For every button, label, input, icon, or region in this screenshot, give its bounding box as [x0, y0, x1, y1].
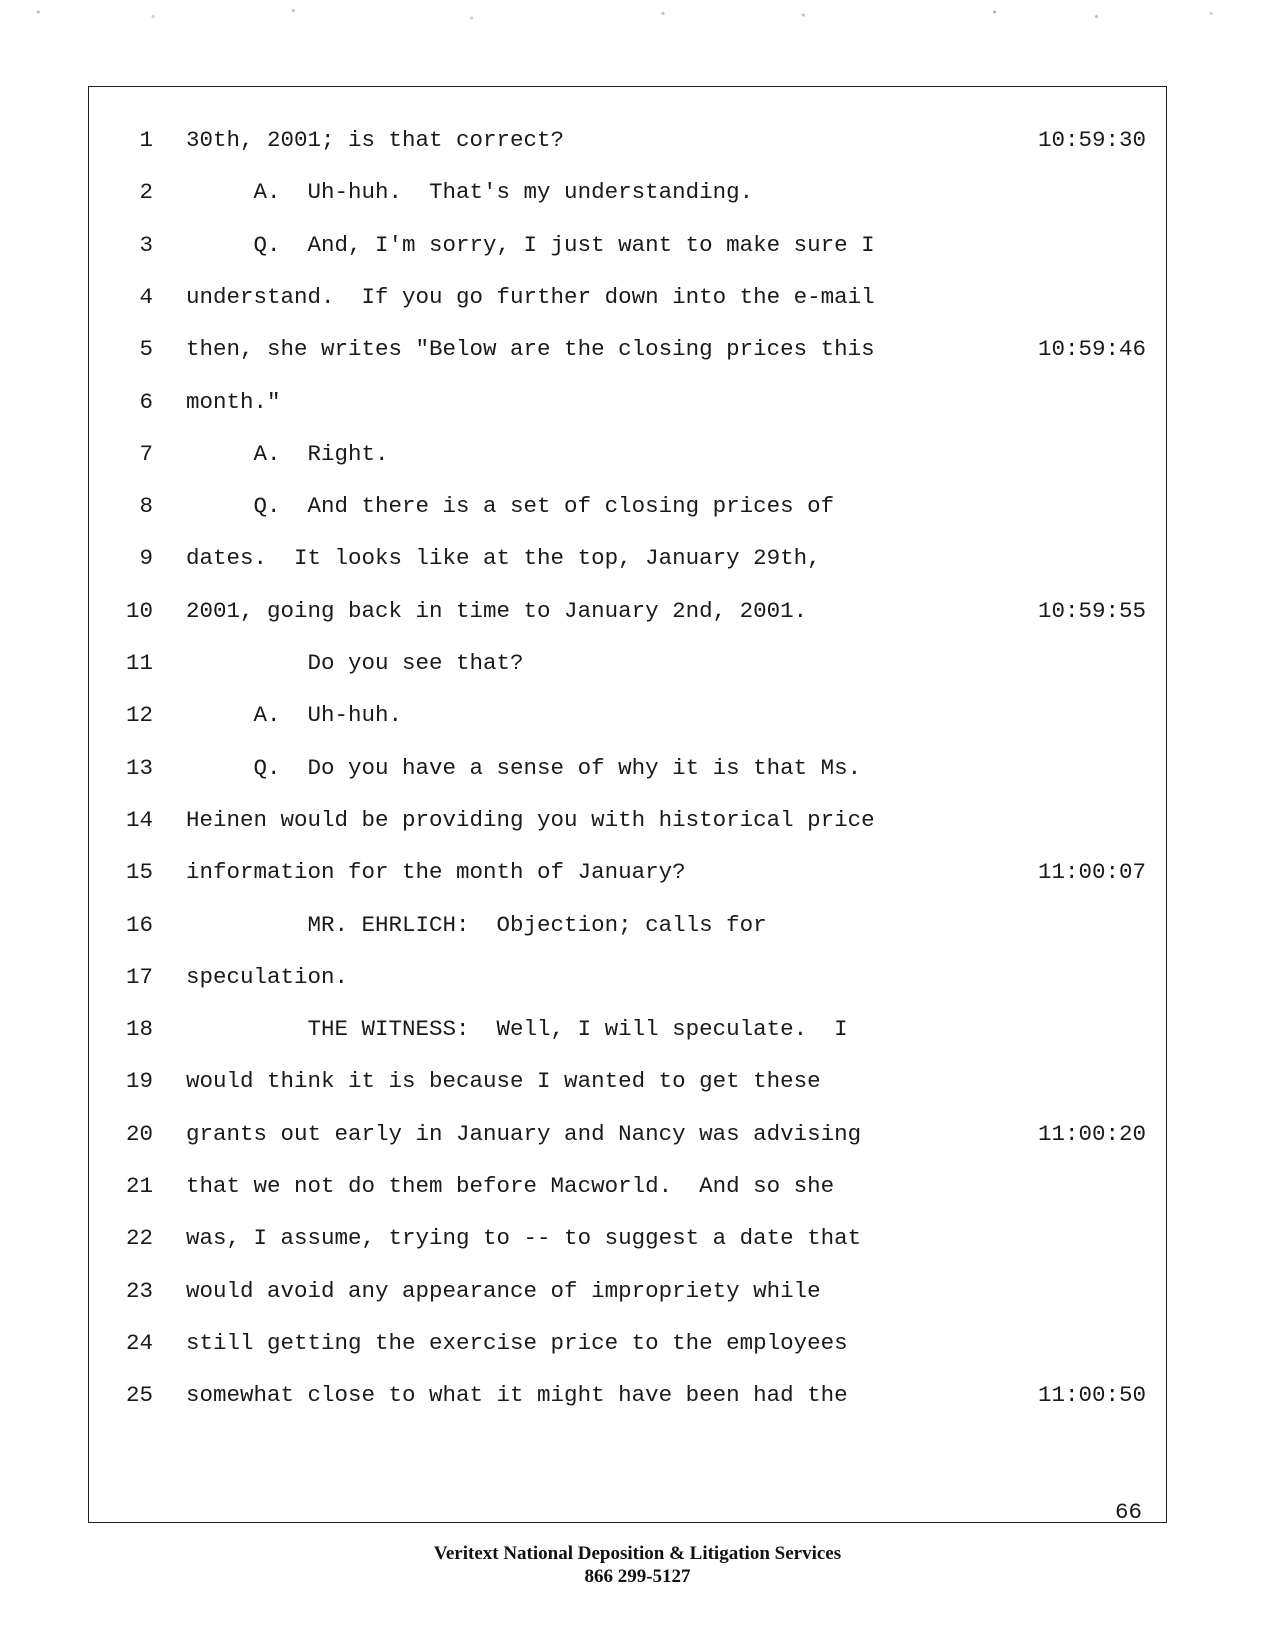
line-text: somewhat close to what it might have been had the: [186, 1382, 848, 1409]
transcript-line: [89, 434, 1166, 474]
line-text: was, I assume, trying to -- to suggest a date that: [186, 1225, 862, 1252]
line-number: 6: [139, 388, 153, 415]
line-number: 21: [125, 1173, 153, 1199]
line-timestamp: 10:59:30: [1037, 127, 1146, 153]
line-text: 2001, going back in time to January 2nd, 2001.: [186, 597, 808, 624]
line-text: Do you see that?: [186, 650, 524, 676]
line-number: 19: [125, 1068, 153, 1095]
line-number: 15: [125, 859, 153, 886]
line-text: would think it is because I wanted to get these: [186, 1068, 821, 1095]
line-number: 20: [125, 1120, 153, 1147]
line-timestamp: 11:00:07: [1037, 859, 1146, 886]
transcript-line: [89, 172, 1166, 212]
line-number: 1: [139, 127, 153, 153]
transcript-line: [89, 1114, 1166, 1154]
line-number: 10: [125, 597, 153, 624]
transcript-line: [89, 695, 1166, 735]
transcript-line: [89, 1323, 1166, 1363]
line-text: A. Uh-huh. That's my understanding.: [186, 179, 754, 206]
line-number: 4: [139, 283, 153, 310]
line-number: 18: [125, 1016, 153, 1043]
line-number: 13: [125, 754, 153, 781]
footer: [0, 1542, 1275, 1588]
transcript-line: [89, 382, 1166, 422]
line-number: 11: [125, 650, 153, 676]
transcript-line: [89, 748, 1166, 788]
scan-noise: [0, 0, 1275, 30]
transcript-page: [88, 86, 1167, 1523]
line-text: month.": [186, 388, 281, 415]
transcript-line: [89, 1375, 1166, 1415]
line-text: would avoid any appearance of impropriety while: [186, 1277, 821, 1304]
transcript-line: [89, 905, 1166, 945]
transcript-line: [89, 1061, 1166, 1101]
line-timestamp: 10:59:55: [1037, 597, 1146, 624]
line-text: A. Right.: [186, 440, 389, 467]
line-text: Q. And there is a set of closing prices of: [186, 493, 835, 520]
line-timestamp: 11:00:20: [1037, 1120, 1146, 1147]
line-text: information for the month of January?: [186, 859, 686, 886]
line-number: 17: [125, 963, 153, 990]
footer-phone: 866 299-5127: [584, 1566, 691, 1587]
line-timestamp: 10:59:46: [1037, 336, 1146, 363]
line-text: MR. EHRLICH: Objection; calls for: [186, 911, 767, 938]
transcript-line: [89, 1271, 1166, 1311]
line-text: speculation.: [186, 963, 349, 990]
line-number: 8: [139, 493, 153, 520]
line-number: 5: [139, 336, 153, 363]
line-text: that we not do them before Macworld. And so she: [186, 1173, 835, 1199]
line-text: grants out early in January and Nancy was advising: [186, 1120, 862, 1147]
line-timestamp: 11:00:50: [1037, 1382, 1146, 1409]
transcript-line: [89, 852, 1166, 892]
transcript-line: [89, 591, 1166, 631]
line-text: 30th, 2001; is that correct?: [186, 127, 565, 153]
line-number: 3: [139, 231, 153, 258]
line-text: A. Uh-huh.: [186, 702, 403, 729]
transcript-line: [89, 486, 1166, 526]
line-number: 9: [139, 545, 153, 572]
line-text: Q. Do you have a sense of why it is that Ms.: [186, 754, 862, 781]
line-number: 7: [139, 440, 153, 467]
line-text: still getting the exercise price to the employees: [186, 1329, 848, 1356]
transcript-line: [89, 120, 1166, 160]
transcript-line: [89, 957, 1166, 997]
transcript-line: [89, 538, 1166, 578]
line-number: 25: [125, 1382, 153, 1409]
transcript-line: [89, 1009, 1166, 1049]
line-number: 22: [125, 1225, 153, 1252]
line-number: 2: [139, 179, 153, 206]
line-text: THE WITNESS: Well, I will speculate. I: [186, 1016, 848, 1043]
line-text: understand. If you go further down into the e-mail: [186, 283, 875, 310]
transcript-line: [89, 329, 1166, 369]
line-number: 12: [125, 702, 153, 729]
transcript-line: [89, 1218, 1166, 1258]
page-number: 66: [1114, 1499, 1142, 1525]
transcript-line: [89, 277, 1166, 317]
transcript-line: [89, 225, 1166, 265]
transcript-line: [89, 1166, 1166, 1206]
transcript-line: [89, 800, 1166, 840]
line-number: 16: [125, 911, 153, 938]
line-number: 14: [125, 806, 153, 833]
line-number: 24: [125, 1329, 153, 1356]
line-text: Heinen would be providing you with historical price: [186, 806, 875, 833]
footer-company: Veritext National Deposition & Litigation Services: [433, 1543, 842, 1564]
transcript-line: [89, 643, 1166, 683]
line-text: Q. And, I'm sorry, I just want to make sure I: [186, 231, 875, 258]
line-text: then, she writes "Below are the closing prices this: [186, 336, 875, 363]
line-text: dates. It looks like at the top, January 29th,: [186, 545, 821, 572]
line-number: 23: [125, 1277, 153, 1304]
